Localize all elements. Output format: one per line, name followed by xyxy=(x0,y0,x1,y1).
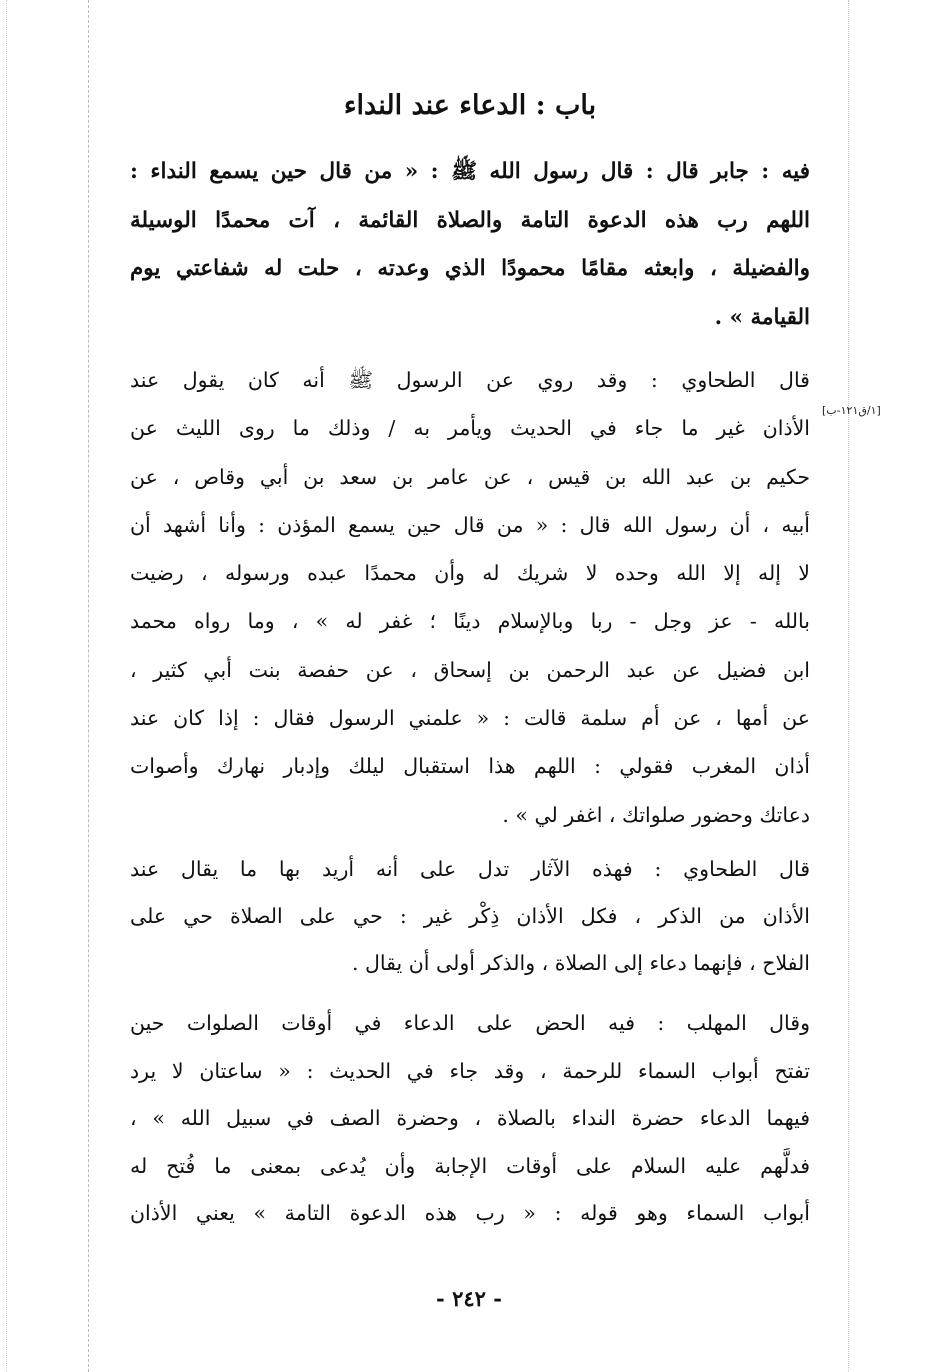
scan-edge-line xyxy=(6,0,7,1372)
chapter-title: باب : الدعاء عند النداء xyxy=(343,90,597,121)
text-line: وقال المهلب : فيه الحض على الدعاء في أوقات الصلوات حين xyxy=(130,1011,810,1035)
page-number: - ٢٤٢ - xyxy=(436,1286,502,1311)
text-line: دعاتك وحضور صلواتك ، اغفر لي » . xyxy=(502,802,810,827)
text-line: قال الطحاوي : فهذه الآثار تدل على أنه أريد بها ما يقال عند xyxy=(130,857,810,881)
text-line: تفتح أبواب السماء للرحمة ، وقد جاء في الحديث : « ساعتان لا يرد xyxy=(130,1058,810,1083)
text-line: فيه : جابر قال : قال رسول الله ﷺ : « من قال حين يسمع النداء : xyxy=(130,159,810,184)
manuscript-margin-note: [١/ق١٢١-ب] xyxy=(822,404,881,417)
hadith-paragraph xyxy=(130,148,810,342)
text-line: اللهم رب هذه الدعوة التامة والصلاة القائمة ، آت محمدًا الوسيلة xyxy=(130,207,810,233)
text-line: أبواب السماء وهو قوله : « رب هذه الدعوة التامة » يعني الأذان xyxy=(130,1201,810,1225)
commentary-paragraph xyxy=(130,356,810,839)
text-line: قال الطحاوي : وقد روي عن الرسول ﷺ أنه كان يقول عند xyxy=(130,368,810,392)
text-line: القيامة » . xyxy=(714,304,810,330)
text-line: فدلَّهم عليه السلام على أوقات الإجابة وأن يُدعى بمعنى ما فُتح له xyxy=(130,1153,810,1178)
commentary-paragraph xyxy=(130,846,810,987)
text-line: الفلاح ، فإنهما دعاء إلى الصلاة ، والذكر أولى أن يقال . xyxy=(351,951,810,975)
scan-edge-line xyxy=(88,0,89,1372)
text-line: ابن فضيل عن عبد الرحمن بن إسحاق ، عن حفصة بنت أبي كثير ، xyxy=(130,657,810,682)
text-line: الأذان من الذكر ، فكل الأذان ذِكْر غير : حي على الصلاة حي على xyxy=(130,904,810,928)
text-line: حكيم بن عبد الله بن قيس ، عن عامر بن سعد بن أبي وقاص ، عن xyxy=(130,464,810,489)
text-line: فيهما الدعاء حضرة النداء بالصلاة ، وحضرة الصف في سبيل الله » ، xyxy=(130,1106,810,1130)
text-line: لا إله إلا الله وحده لا شريك له وأن محمدًا عبده ورسوله ، رضيت xyxy=(130,561,810,586)
text-line: أبيه ، أن رسول الله قال : « من قال حين يسمع المؤذن : وأنا أشهد أن xyxy=(130,512,810,537)
text-line: الأذان غير ما جاء في الحديث ويأمر به / وذلك ما روى الليث عن xyxy=(130,416,810,441)
text-line: أذان المغرب فقولي : اللهم هذا استقبال ليلك وإدبار نهارك وأصوات xyxy=(130,754,810,779)
text-line: والفضيلة ، وابعثه مقامًا محمودًا الذي وعدته ، حلت له شفاعتي يوم xyxy=(130,256,810,281)
text-line: عن أمها ، عن أم سلمة قالت : « علمني الرسول فقال : إذا كان عند xyxy=(130,706,810,731)
text-line: بالله - عز وجل - ربا وبالإسلام دينًا ؛ غفر له » ، وما رواه محمد xyxy=(130,609,810,634)
scan-edge-line xyxy=(848,0,849,1372)
commentary-paragraph xyxy=(130,1000,810,1238)
